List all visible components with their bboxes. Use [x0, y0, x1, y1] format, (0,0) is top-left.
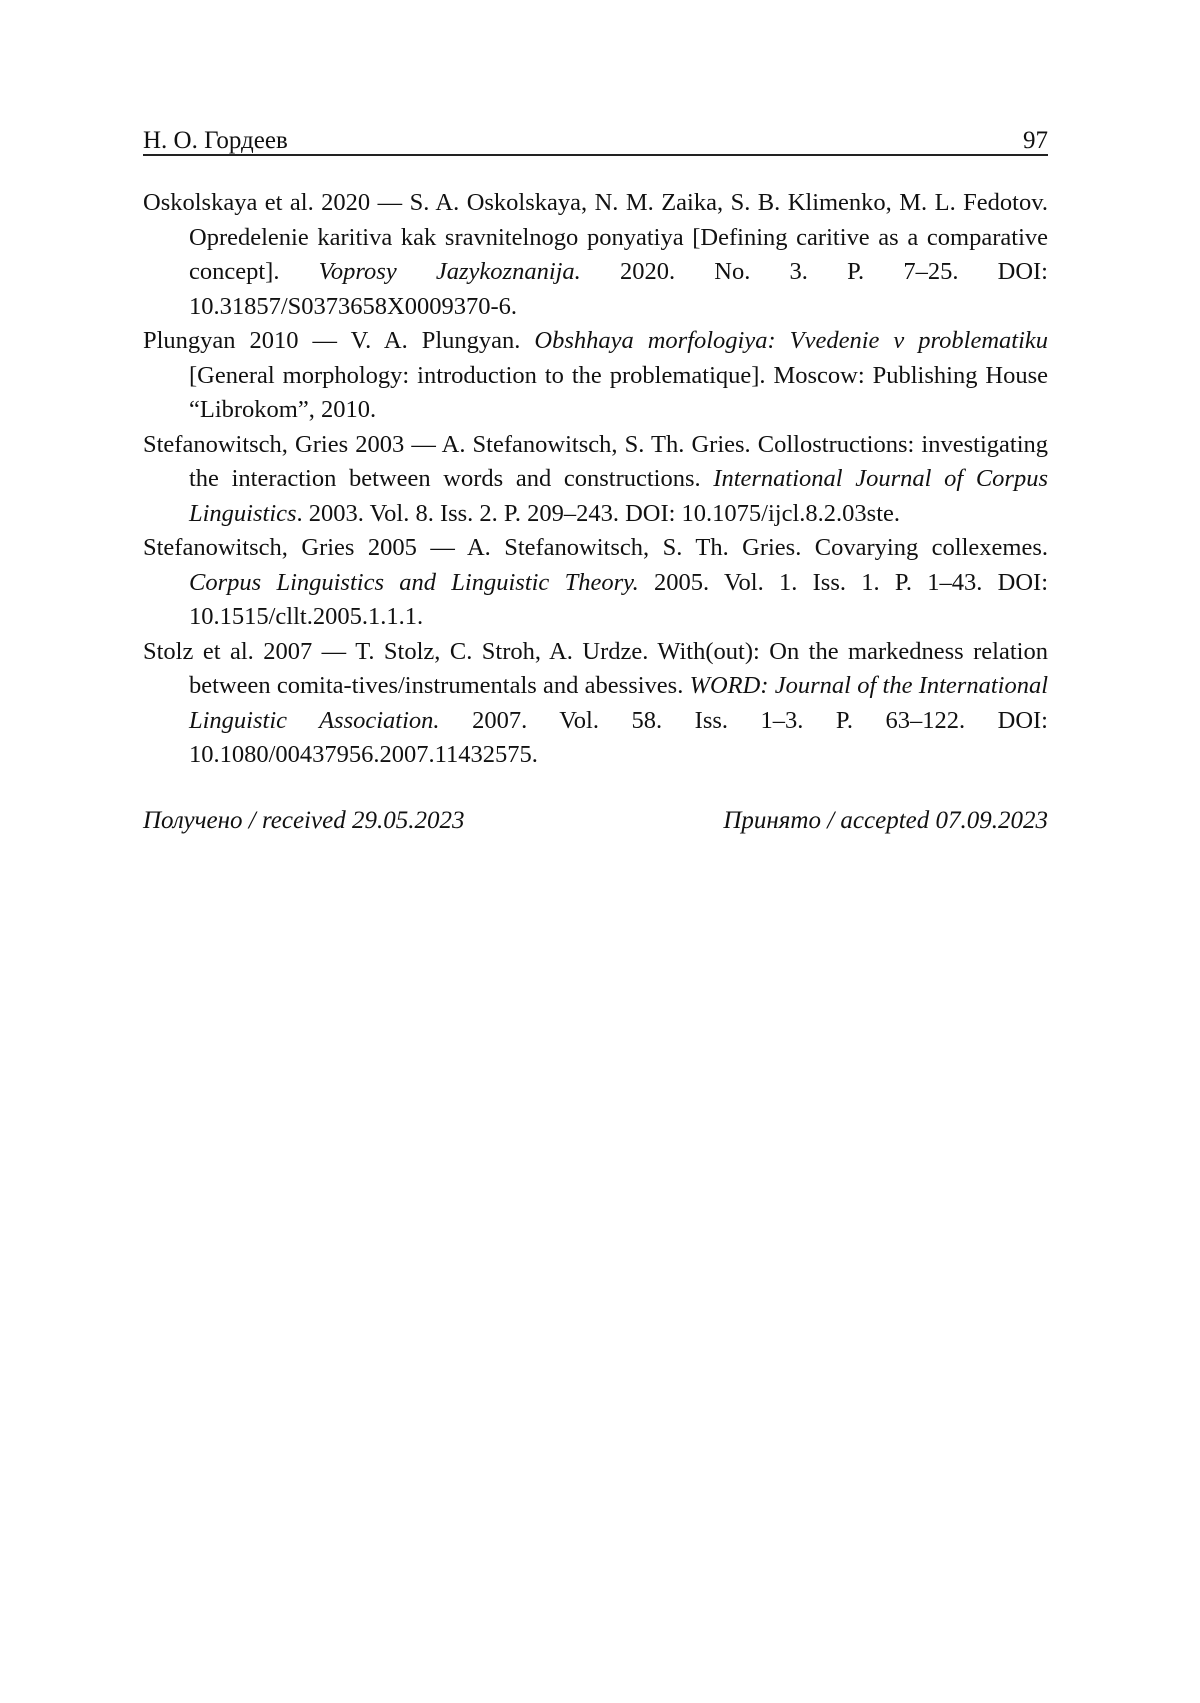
reference-key: Plungyan 2010 [143, 327, 299, 354]
reference-dash: — [404, 430, 442, 458]
reference-journal: Obshhaya morfologiya: Vvedenie v problematiku [534, 327, 1048, 354]
reference-details: 2007. Vol. 58. Iss. 1–3. P. 63–122. DOI: 10.1080/00437956.2007.11432575. [189, 706, 1048, 768]
reference-authors-title: V. A. Plungyan. [350, 327, 535, 354]
reference-authors-title: S. A. Oskolskaya, N. M. Zaika, S. B. Klimenko, M. L. Fedotov. Opredelenie karitiva kak sravnitelnogo ponyatiya [Defining caritive as a comparative concept]. [189, 189, 1048, 285]
accepted-date: Принято / accepted 07.09.2023 [723, 807, 1048, 834]
reference-journal: WORD: Journal of the International Linguistic Association. [189, 672, 1048, 734]
reference-dash: — [312, 637, 356, 665]
reference-journal: Corpus Linguistics and Linguistic Theory. [189, 568, 639, 596]
reference-authors-title: A. Stefanowitsch, S. Th. Gries. Collostructions: investigating the interaction between words and constructions. [189, 430, 1049, 492]
reference-journal: International Journal of Corpus Linguistics [189, 465, 1048, 527]
reference-key: Stefanowitsch, Gries 2003 [143, 430, 405, 458]
reference-key: Oskolskaya et al. 2020 [143, 189, 371, 216]
reference-entry [143, 324, 1048, 428]
reference-details: [General morphology: introduction to the problematique]. Moscow: Publishing House “Librokom”, 2010. [189, 361, 1048, 423]
reference-dash: — [298, 327, 351, 354]
reference-dash: — [416, 534, 467, 561]
journal-page [143, 0, 1048, 1703]
reference-details: . 2003. Vol. 8. Iss. 2. P. 209–243. DOI: 10.1075/ijcl.8.2.03ste. [296, 499, 901, 527]
reference-entry [143, 635, 1048, 773]
reference-list [143, 186, 1048, 773]
running-head-author: Н. О. Гордеев [143, 127, 288, 154]
page-number: 97 [1023, 127, 1048, 154]
submission-dates [143, 805, 1048, 837]
reference-key: Stolz et al. 2007 [143, 637, 313, 665]
reference-authors-title: T. Stolz, C. Stroh, A. Urdze. With(out): On the markedness relation between comita-tives/instrumentals and abessives. [189, 637, 1048, 699]
reference-entry [143, 428, 1048, 532]
reference-details: 2005. Vol. 1. Iss. 1. P. 1–43. DOI: 10.1515/cllt.2005.1.1.1. [189, 568, 1048, 630]
reference-entry [143, 186, 1048, 324]
header-rule [143, 154, 1048, 156]
reference-journal: Voprosy Jazykoznanija. [318, 258, 581, 285]
reference-authors-title: A. Stefanowitsch, S. Th. Gries. Covarying collexemes. [466, 534, 1048, 561]
received-date: Получено / received 29.05.2023 [143, 807, 465, 834]
reference-entry [143, 531, 1048, 635]
reference-details: 2020. No. 3. P. 7–25. DOI: 10.31857/S0373658X0009370-6. [189, 258, 1048, 320]
running-head [143, 120, 1048, 156]
reference-dash: — [370, 189, 410, 216]
reference-key: Stefanowitsch, Gries 2005 [143, 534, 417, 561]
